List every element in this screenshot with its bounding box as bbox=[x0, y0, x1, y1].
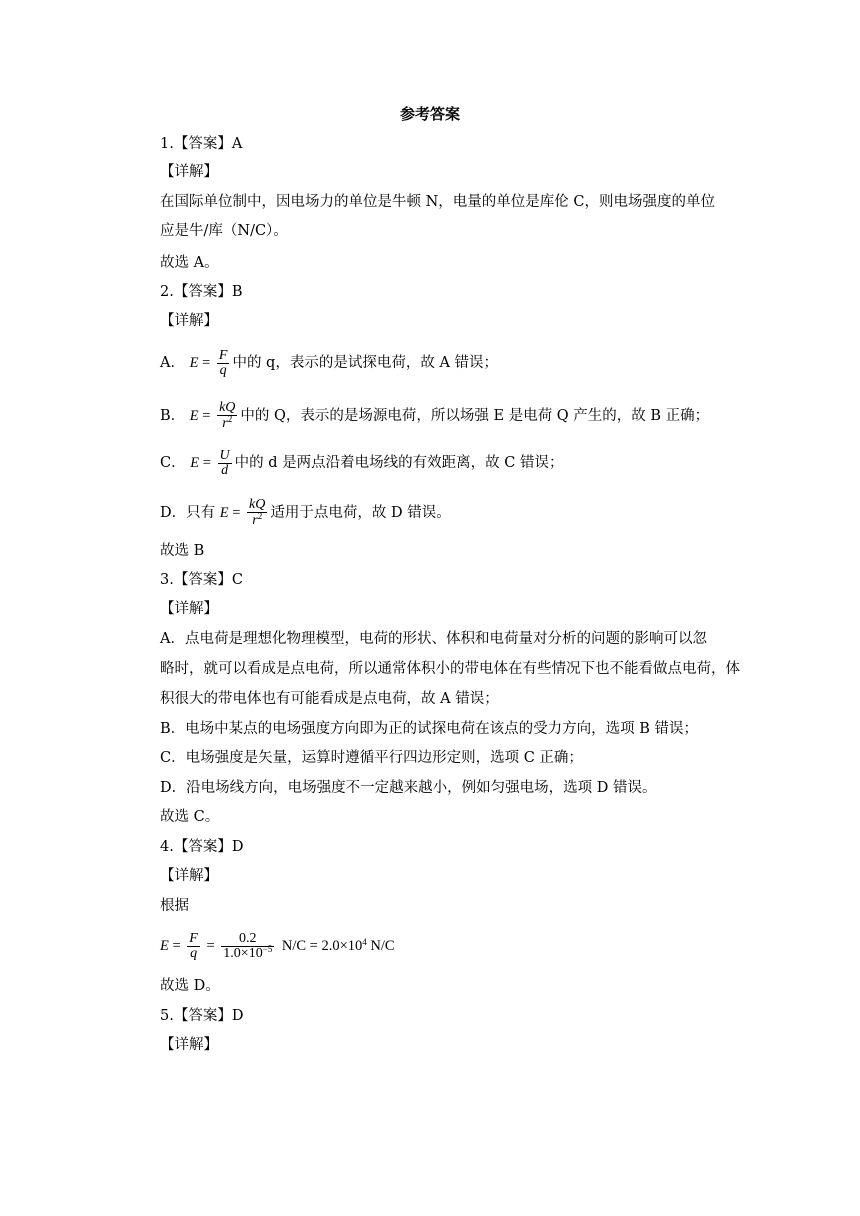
q2-option-c-prefix: C． bbox=[160, 455, 186, 471]
answer-4: 4.【答案】D bbox=[160, 839, 244, 855]
q2-option-d bbox=[160, 490, 451, 536]
detail-heading-5: 【详解】 bbox=[160, 1037, 218, 1053]
detail-heading-3: 【详解】 bbox=[160, 601, 218, 617]
q3-option-a-line-2: 略时，就可以看成是点电荷，所以通常体积小的带电体在有些情况下也不能看做点电荷，体 bbox=[160, 661, 740, 677]
q2-option-c bbox=[160, 440, 563, 486]
q4-intro: 根据 bbox=[160, 898, 189, 914]
q3-option-b: B．电场中某点的电场强度方向即为正的试探电荷在该点的受力方向，选项 B 错误； bbox=[160, 721, 699, 737]
answer-3: 3.【答案】C bbox=[160, 572, 243, 588]
q2-option-a-text: 中的 q，表示的是试探电荷，故 A 错误； bbox=[232, 355, 499, 371]
formula-field-strength-calc: E = $\frac{F}{q}$ = $\frac{0.2}{1.0\times 10^{-5}}$ $N/C = 2.0\times 10^4$ N/C bbox=[160, 930, 395, 961]
q2-option-a bbox=[160, 340, 498, 386]
q3-conclusion: 故选 C。 bbox=[160, 809, 220, 825]
q2-option-d-prefix: D．只有 bbox=[160, 505, 216, 521]
answer-1: 1.【答案】A bbox=[160, 136, 243, 152]
q4-formula bbox=[160, 922, 395, 970]
q3-option-a-line-3: 积很大的带电体也有可能看成是点电荷，故 A 错误； bbox=[160, 691, 499, 707]
answer-5: 5.【答案】D bbox=[160, 1008, 244, 1024]
formula-e-f-over-q: E = $\frac{F}{q}$ bbox=[189, 347, 228, 378]
q1-conclusion: 故选 A。 bbox=[160, 255, 219, 271]
formula-e-kq-over-r2-d: E = $\frac{kQ}{r^2}$ bbox=[219, 497, 266, 528]
q3-option-a-line-1: A．点电荷是理想化物理模型，电荷的形状、体积和电荷量对分析的问题的影响可以忽 bbox=[160, 631, 707, 647]
formula-e-u-over-d: E = $\frac{U}{d}$ bbox=[190, 447, 230, 478]
q2-conclusion: 故选 B bbox=[160, 543, 205, 559]
q2-option-b-text: 中的 Q，表示的是场源电荷，所以场强 E 是电荷 Q 产生的，故 B 正确； bbox=[240, 408, 710, 424]
q2-option-c-text: 中的 d 是两点沿着电场线的有效距离，故 C 错误； bbox=[234, 455, 564, 471]
page-title: 参考答案 bbox=[399, 105, 460, 123]
detail-heading-1: 【详解】 bbox=[160, 164, 218, 180]
q2-option-d-text: 适用于点电荷，故 D 错误。 bbox=[270, 505, 451, 521]
detail-heading-4: 【详解】 bbox=[160, 868, 218, 884]
detail-heading-2: 【详解】 bbox=[160, 313, 218, 329]
q3-option-c: C．电场强度是矢量，运算时遵循平行四边形定则，选项 C 正确； bbox=[160, 750, 583, 766]
q1-explanation-line-1: 在国际单位制中，因电场力的单位是牛顿 N，电量的单位是库伦 C，则电场强度的单位 bbox=[160, 194, 715, 210]
q2-option-b-prefix: B． bbox=[160, 408, 186, 424]
q2-option-a-prefix: A． bbox=[160, 355, 185, 371]
q3-option-d: D．沿电场线方向，电场强度不一定越来越小，例如匀强电场，选项 D 错误。 bbox=[160, 780, 657, 796]
q1-explanation-line-2: 应是牛/库（N/C）。 bbox=[160, 223, 288, 239]
q2-option-b bbox=[160, 393, 709, 439]
answer-2: 2.【答案】B bbox=[160, 284, 243, 300]
formula-e-kq-over-r2: E = $\frac{kQ}{r^2}$ bbox=[189, 400, 236, 431]
q4-conclusion: 故选 D。 bbox=[160, 978, 220, 994]
